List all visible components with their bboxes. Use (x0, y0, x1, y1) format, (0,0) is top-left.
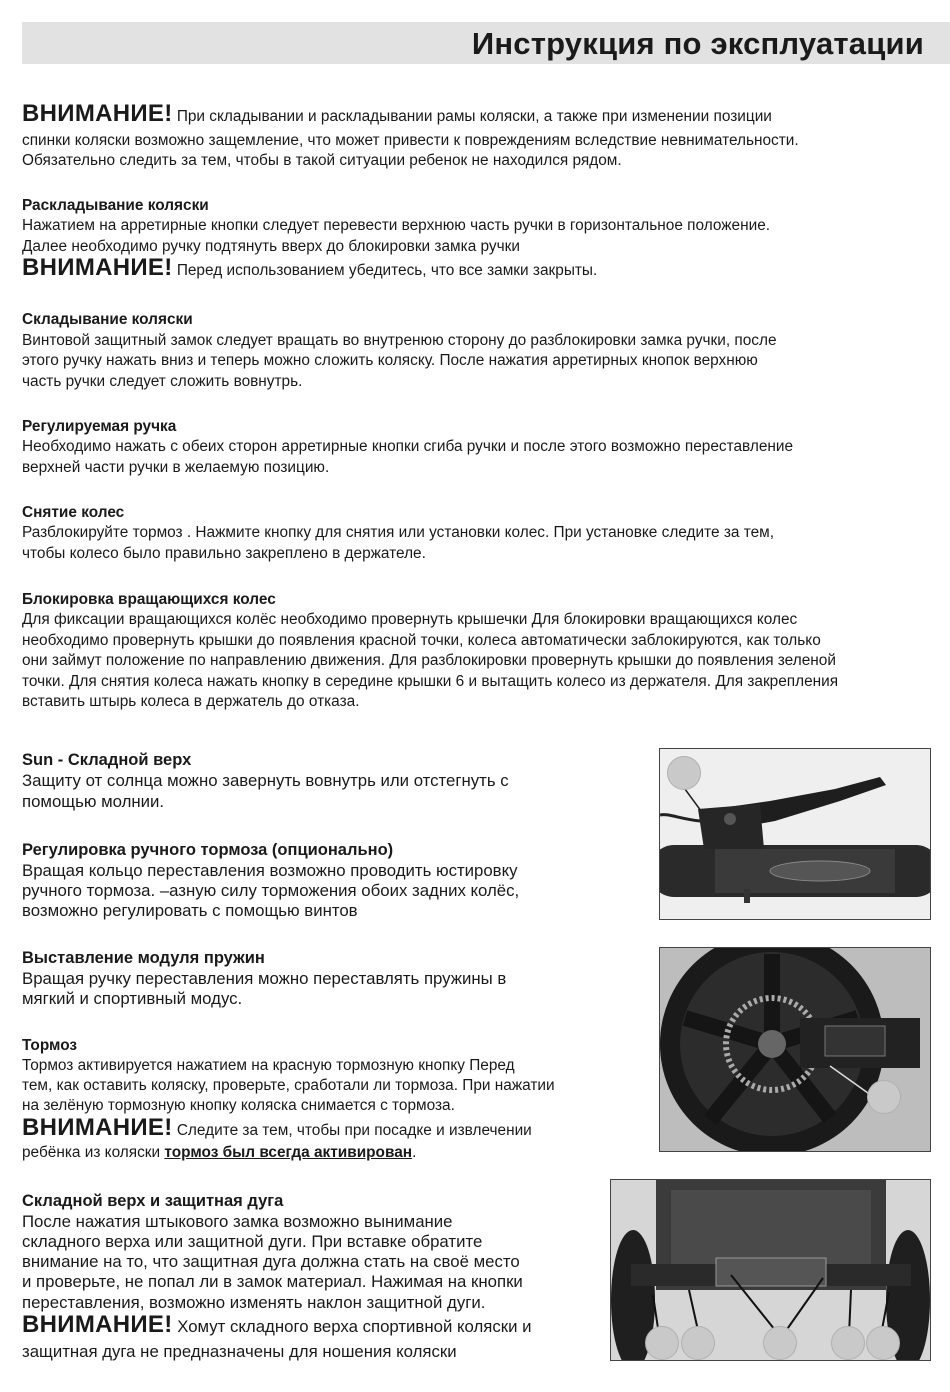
fold-line: Винтовой защитный замок следует вращать во внутренюю сторону до разблокировки замка ручки, после (22, 332, 777, 349)
section-heading-handle: Регулируемая ручка (22, 418, 177, 435)
callout-marker (866, 1326, 900, 1360)
warning-text: ребёнка из коляски (22, 1144, 165, 1161)
section-heading-canopy: Складной верх и защитная дуга (22, 1192, 284, 1210)
section-heading-wheels: Снятие колес (22, 504, 125, 521)
handle-line: Необходимо нажать с обеих сторон арретирные кнопки сгиба ручки и после этого возможно переставление (22, 438, 794, 455)
warning-emphasis: тормоз был всегда активирован (164, 1144, 413, 1161)
warning-text: Следите за тем, чтобы при посадке и извлечении (176, 1122, 532, 1139)
section-heading-fold: Складывание коляски (22, 311, 193, 328)
brake-warning-line (22, 1143, 416, 1164)
canopy-warning-line: защитная дуга не предназначены для ношения коляски (22, 1342, 457, 1361)
section-heading-brake: Тормоз (22, 1037, 78, 1054)
warning-label: ВНИМАНИЕ! (22, 100, 173, 127)
swivel-line: Для фиксации вращающихся колёс необходимо провернуть крышечки Для блокировки вращающихся колес (22, 611, 798, 628)
spring-line: Вращая ручку переставления можно переставлять пружины в (22, 969, 507, 988)
intro-text: При складывании и раскладывании рамы коляски, а также при изменении позиции (176, 108, 772, 125)
warning-text: Перед использованием убедитесь, что все замки закрыты. (176, 262, 598, 279)
section-heading-handbrake: Регулировка ручного тормоза (опционально) (22, 841, 394, 859)
page-title: Инструкция по эксплуатации (471, 26, 924, 61)
unfold-line: Нажатием на арретирные кнопки следует перевести верхнюю часть ручки в горизонтальное положение. (22, 217, 771, 234)
intro-warning (22, 100, 772, 128)
brake-line: Тормоз активируется нажатием на красную тормозную кнопку Перед (22, 1057, 515, 1074)
handle-line: верхней части ручки в желаемую позицию. (22, 459, 330, 476)
swivel-line: они займут положение по направлению движения. Для разблокировки провернуть крышки до появления зеленой (22, 652, 836, 669)
brake-line: тем, как оставить коляску, проверьте, сработали ли тормоза. При нажатии (22, 1077, 555, 1094)
unfold-line: Далее необходимо ручку подтянуть вверх до блокировки замка ручки (22, 238, 520, 255)
sun-line: помощью молнии. (22, 792, 165, 811)
fold-line: часть ручки следует сложить вовнутрь. (22, 373, 303, 390)
section-heading-unfold: Раскладывание коляски (22, 197, 209, 214)
unfold-warning (22, 254, 598, 282)
canopy-frame-photo (610, 1179, 931, 1361)
canopy-warning (22, 1311, 532, 1338)
warning-label: ВНИМАНИЕ! (22, 1114, 173, 1141)
swivel-line: необходимо провернуть крышки до появления красной точки, колеса автоматически заблокируются, как только (22, 632, 821, 649)
warning-text: . (412, 1144, 417, 1161)
brake-line: на зелёную тормозную кнопку коляска снимается с тормоза. (22, 1097, 455, 1114)
callout-marker (763, 1326, 797, 1360)
swivel-line: точки. Для снятия колеса нажать кнопку в середине крышки 6 и вытащить колесо из держателя. Для закрепления (22, 673, 839, 690)
handbrake-line: возможно регулировать с помощью винтов (22, 901, 358, 920)
fold-line: этого ручку нажать вниз и теперь можно сложить коляску. После нажатия арретирных кнопок верхнюю (22, 352, 758, 369)
canopy-line: складного верха или защитной дуги. При вставке обратите (22, 1232, 483, 1251)
callout-marker (867, 1080, 901, 1114)
callout-marker (645, 1326, 679, 1360)
canopy-line: внимание на то, что защитная дуга должна стать на своё место (22, 1252, 520, 1271)
callout-marker (831, 1326, 865, 1360)
swivel-line: вставить штырь колеса в держатель до отказа. (22, 693, 360, 710)
canopy-line: переставления, возможно изменять наклон защитной дуги. (22, 1293, 486, 1312)
canopy-line: После нажатия штыкового замка возможно вынимание (22, 1212, 453, 1231)
brake-warning (22, 1114, 532, 1142)
handbrake-line: ручного тормоза. –азную силу торможения обоих задних колёс, (22, 881, 520, 900)
section-heading-swivel: Блокировка вращающихся колес (22, 591, 276, 608)
wheels-line: Разблокируйте тормоз . Нажмите кнопку для снятия или установки колес. При установке следите за тем, (22, 524, 775, 541)
handbrake-photo (659, 748, 931, 920)
wheels-line: чтобы колесо было правильно закреплено в держателе. (22, 545, 426, 562)
callout-marker (667, 756, 701, 790)
section-heading-spring: Выставление модуля пружин (22, 949, 265, 967)
spring-line: мягкий и спортивный модус. (22, 989, 243, 1008)
warning-label: ВНИМАНИЕ! (22, 254, 173, 281)
warning-label: ВНИМАНИЕ! (22, 1311, 173, 1338)
intro-line: Обязательно следить за тем, чтобы в такой ситуации ребенок не находился рядом. (22, 152, 622, 169)
sun-line: Защиту от солнца можно завернуть вовнутрь или отстегнуть с (22, 771, 509, 790)
handbrake-line: Вращая кольцо переставления возможно проводить юстировку (22, 861, 518, 880)
callout-marker (681, 1326, 715, 1360)
wheel-spring-photo (659, 947, 931, 1152)
section-heading-sun: Sun - Складной верх (22, 751, 192, 769)
intro-line: спинки коляски возможно защемление, что может привести к повреждениям вследствие невнимательности. (22, 132, 799, 149)
warning-text: Хомут складного верха спортивной коляски и (177, 1317, 532, 1336)
canopy-line: и проверьте, не попал ли в замок материал. Нажимая на кнопки (22, 1272, 523, 1291)
